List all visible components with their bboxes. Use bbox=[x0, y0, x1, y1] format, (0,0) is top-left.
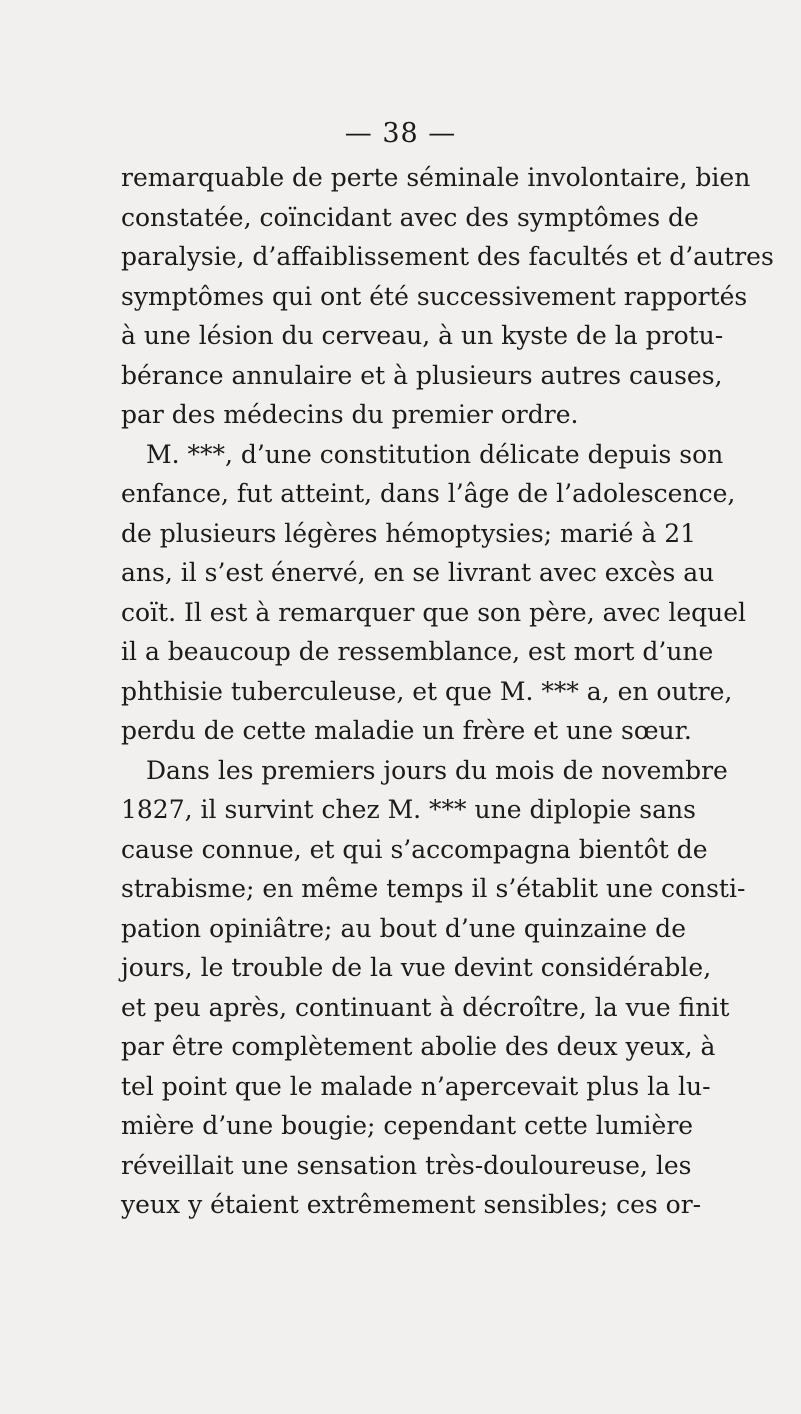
text-line: mière d’une bougie; cependant cette lumière bbox=[121, 1111, 694, 1140]
text-line: réveillait une sensation très-douloureuse, les bbox=[121, 1150, 692, 1180]
text-line: ans, il s’est énervé, en se livrant avec excès au bbox=[121, 558, 715, 587]
body-text bbox=[121, 158, 774, 1225]
text-line: 1827, il survint chez M. *** une diplopie sans bbox=[121, 795, 696, 824]
text-line: pation opiniâtre; au bout d’une quinzaine de bbox=[121, 913, 686, 943]
text-line: jours, le trouble de la vue devint considérable, bbox=[121, 953, 712, 982]
text-line: par des médecins du premier ordre. bbox=[121, 400, 579, 429]
text-line: de plusieurs légères hémoptysies; marié à 21 bbox=[121, 518, 697, 548]
text-line: paralysie, d’affaiblissement des facultés et d’autres bbox=[121, 242, 774, 271]
text-line: phthisie tuberculeuse, et que M. *** a, en outre, bbox=[121, 676, 733, 706]
text-line: yeux y étaient extrêmement sensibles; ces or- bbox=[121, 1190, 702, 1219]
text-line: enfance, fut atteint, dans l’âge de l’adolescence, bbox=[121, 479, 736, 508]
text-line: coït. Il est à remarquer que son père, avec lequel bbox=[121, 597, 747, 627]
text-line: Dans les premiers jours du mois de novembre bbox=[146, 755, 728, 785]
text-line: à une lésion du cerveau, à un kyste de la protu- bbox=[121, 321, 724, 350]
page-number: — 38 — bbox=[344, 118, 457, 149]
text-line: bérance annulaire et à plusieurs autres causes, bbox=[121, 360, 723, 390]
text-line: et peu après, continuant à décroître, la vue finit bbox=[121, 992, 730, 1022]
text-line: il a beaucoup de ressemblance, est mort d’une bbox=[121, 637, 714, 666]
text-line: M. ***, d’une constitution délicate depuis son bbox=[146, 439, 724, 469]
text-line: strabisme; en même temps il s’établit une consti- bbox=[121, 874, 746, 903]
text-line: perdu de cette maladie un frère et une sœur. bbox=[121, 716, 692, 745]
text-line: par être complètement abolie des deux yeux, à bbox=[121, 1032, 716, 1061]
text-line: symptômes qui ont été successivement rapportés bbox=[121, 281, 748, 311]
text-line: tel point que le malade n’apercevait plus la lu- bbox=[121, 1071, 711, 1101]
text-line: constatée, coïncidant avec des symptômes de bbox=[121, 202, 699, 232]
text-line: remarquable de perte séminale involontaire, bien bbox=[121, 163, 751, 192]
text-line: cause connue, et qui s’accompagna bientôt de bbox=[121, 834, 708, 864]
